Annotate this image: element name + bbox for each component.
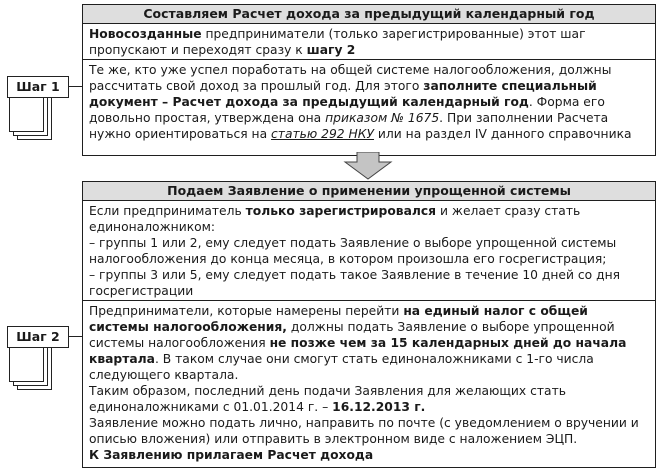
step1-header: Составляем Расчет дохода за предыдущий календарный год — [83, 5, 655, 24]
step1-newcomers-text — [83, 24, 655, 60]
step1-connector — [68, 86, 82, 87]
text-span: . В таком случае они смогут стать единоналожниками с 1-го числа следующего квартала. — [89, 352, 594, 382]
step2-block — [82, 181, 656, 468]
step2-newly-registered-text — [83, 201, 655, 301]
text-span: или на раздел IV данного справочника — [374, 127, 632, 141]
text-bold: заполните специальный документ – Расчет дохода за предыдущий календарный год — [89, 79, 597, 109]
text-span: Те же, кто уже успел поработать на общей системе налогообложения, должны рассчитать свой доход за прошлый год. Для этого — [89, 63, 612, 93]
text-span: Предприниматели, которые намерены перейти — [89, 304, 404, 318]
groups-3-5-text: – группы 3 или 5, ему следует подать такое Заявление в течение 10 дней со дня госрегистрации — [89, 268, 621, 298]
tax-code-article-link[interactable]: статью 292 НКУ — [271, 127, 375, 141]
step1-block — [82, 4, 656, 156]
step2-connector — [68, 336, 82, 337]
text-span: Если предприниматель — [89, 204, 246, 218]
step1-label: Шаг 1 — [7, 76, 69, 98]
text-span: и желает сразу стать единоналожником: — [89, 204, 581, 234]
groups-1-2-text: – группы 1 или 2, ему следует подать Заявление о выборе упрощенной системы налогообложения до конца месяца, в котором произошла его госрегистрация; — [89, 236, 617, 266]
down-arrow-icon — [343, 152, 393, 180]
step2-transition-text — [83, 301, 655, 464]
text-span: . При заполнении Расчета нужно ориентироваться на — [89, 111, 609, 141]
attachment-note: К Заявлению прилагаем Расчет дохода — [89, 448, 374, 462]
deadline-date: 16.12.2013 г. — [332, 400, 426, 414]
step2-label: Шаг 2 — [7, 326, 69, 348]
text-bold: только зарегистрировался — [245, 204, 437, 218]
text-span: . Форма его довольно простая, утверждена она — [89, 95, 605, 125]
text-bold: не позже чем за 15 календарных дней до начала квартала — [89, 336, 627, 366]
text-bold: шагу 2 — [306, 43, 356, 57]
text-span: предприниматели (только зарегистрированные) этот шаг пропускают и переходят сразу к — [89, 27, 586, 57]
submission-methods-text: Заявление можно подать лично, направить по почте (с уведомлением о вручении и описью вложения) или отправить в электронном виде с наложением ЭЦП. — [89, 416, 639, 446]
text-bold: на единый налог с общей системы налогообложения, — [89, 304, 588, 334]
step1-income-calc-text — [83, 60, 655, 143]
text-span: должны подать Заявление о выборе упрощенной системы налогообложения — [89, 320, 615, 350]
order-link[interactable]: приказом № 1675 — [325, 111, 440, 125]
text-span: Таким образом, последний день подачи Заявления для желающих стать единоналожниками с 01.01.2014 г. – — [89, 384, 566, 414]
step2-header: Подаем Заявление о применении упрощенной системы — [83, 182, 655, 201]
text-bold: Новосозданные — [89, 27, 202, 41]
